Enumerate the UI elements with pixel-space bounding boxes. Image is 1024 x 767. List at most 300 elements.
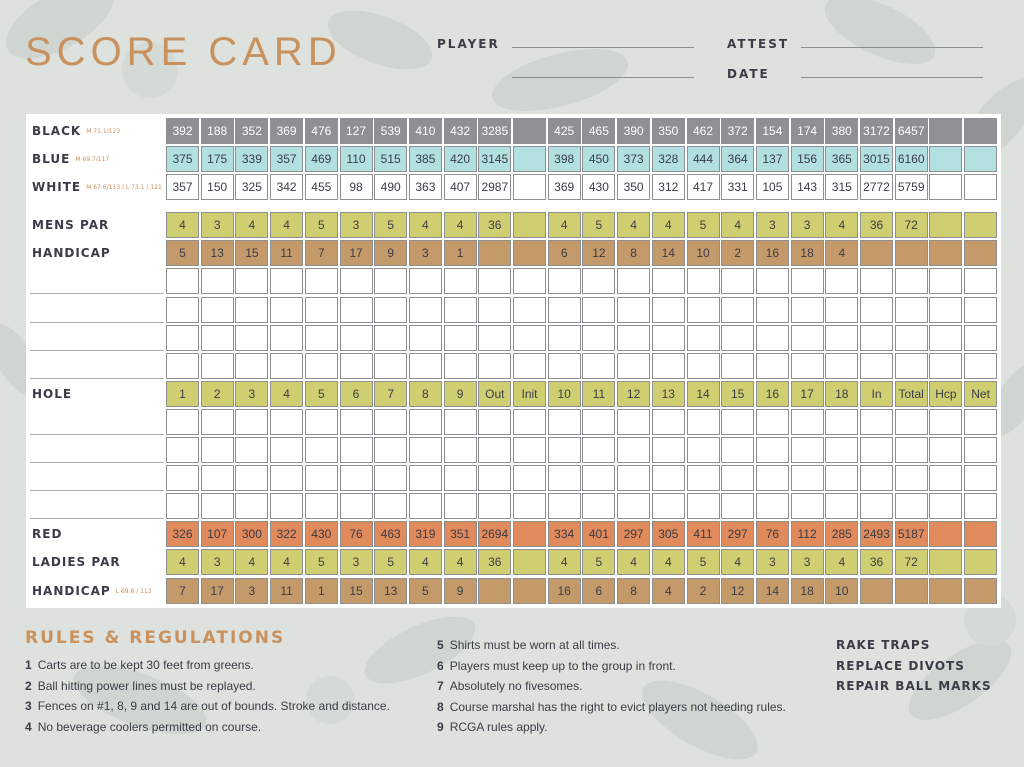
rule-item — [437, 720, 548, 734]
score-cell: 127 — [340, 118, 373, 144]
score-entry-cell[interactable] — [340, 297, 373, 323]
score-entry-cell[interactable] — [374, 353, 407, 379]
score-entry-cell[interactable] — [825, 268, 858, 294]
score-entry-cell[interactable] — [374, 297, 407, 323]
score-entry-cell[interactable] — [860, 325, 893, 351]
score-cell: 315 — [825, 174, 858, 200]
score-entry-cell[interactable] — [478, 353, 511, 379]
score-entry-cell[interactable] — [895, 465, 928, 491]
score-entry-cell[interactable] — [548, 493, 581, 519]
score-entry-cell[interactable] — [929, 268, 962, 294]
score-entry-cell[interactable] — [409, 353, 442, 379]
score-cell: 18 — [791, 578, 824, 604]
score-entry-cell[interactable] — [513, 409, 546, 435]
score-entry-cell[interactable] — [964, 465, 997, 491]
score-entry-cell[interactable] — [270, 437, 303, 463]
rule-item — [437, 679, 582, 693]
rule-text: RCGA rules apply. — [449, 720, 548, 734]
score-entry-cell[interactable] — [166, 268, 199, 294]
score-entry-cell[interactable] — [617, 409, 650, 435]
score-entry-cell[interactable] — [409, 297, 442, 323]
score-cell: 2493 — [860, 521, 893, 547]
score-entry-cell[interactable] — [756, 437, 789, 463]
score-cell: 2772 — [860, 174, 893, 200]
score-entry-cell[interactable] — [374, 268, 407, 294]
score-entry-cell[interactable] — [166, 493, 199, 519]
row-label-mens-par — [32, 218, 109, 232]
score-cell: 5187 — [895, 521, 928, 547]
score-entry-cell[interactable] — [340, 437, 373, 463]
score-entry-cell[interactable] — [582, 325, 615, 351]
score-entry-cell[interactable] — [235, 353, 268, 379]
score-entry-cell[interactable] — [548, 465, 581, 491]
score-entry-cell[interactable] — [860, 353, 893, 379]
score-cell: 2 — [721, 240, 754, 266]
score-cell: 4 — [166, 549, 199, 575]
score-entry-cell[interactable] — [409, 437, 442, 463]
score-entry-cell[interactable] — [235, 268, 268, 294]
score-entry-cell[interactable] — [929, 437, 962, 463]
score-cell: 450 — [582, 146, 615, 172]
score-entry-cell[interactable] — [964, 353, 997, 379]
score-entry-cell[interactable] — [617, 493, 650, 519]
score-entry-cell[interactable] — [340, 409, 373, 435]
score-entry-cell[interactable] — [964, 493, 997, 519]
score-entry-cell[interactable] — [444, 409, 477, 435]
score-cell: 4 — [617, 549, 650, 575]
score-entry-cell[interactable] — [721, 493, 754, 519]
score-cell: 4 — [235, 212, 268, 238]
row-rating: M 71.1/123 — [86, 128, 121, 135]
rule-text: Fences on #1, 8, 9 and 14 are out of bounds. Stroke and distance. — [37, 699, 390, 713]
score-entry-cell[interactable] — [305, 437, 338, 463]
score-entry-cell[interactable] — [235, 493, 268, 519]
score-entry-cell[interactable] — [860, 297, 893, 323]
score-entry-cell[interactable] — [652, 437, 685, 463]
score-entry-cell[interactable] — [270, 465, 303, 491]
row-label-text: BLACK — [32, 124, 82, 138]
score-entry-cell[interactable] — [582, 353, 615, 379]
score-cell: 4 — [825, 240, 858, 266]
score-cell: 3 — [756, 212, 789, 238]
player-name-line[interactable] — [30, 518, 164, 519]
score-entry-cell[interactable] — [652, 297, 685, 323]
score-entry-cell[interactable] — [270, 353, 303, 379]
score-entry-cell[interactable] — [964, 297, 997, 323]
score-entry-cell[interactable] — [721, 268, 754, 294]
score-entry-cell[interactable] — [617, 297, 650, 323]
score-entry-cell[interactable] — [756, 268, 789, 294]
score-entry-cell[interactable] — [340, 268, 373, 294]
score-cell: 392 — [166, 118, 199, 144]
score-cell — [964, 549, 997, 575]
rule-item — [437, 638, 620, 652]
rules-title: RULES & REGULATIONS — [25, 628, 286, 648]
score-entry-cell[interactable] — [687, 353, 720, 379]
score-cell — [929, 240, 962, 266]
score-cell: 3 — [791, 212, 824, 238]
score-entry-cell[interactable] — [825, 325, 858, 351]
score-entry-cell[interactable] — [895, 325, 928, 351]
score-entry-cell[interactable] — [860, 409, 893, 435]
score-cell: 369 — [270, 118, 303, 144]
score-entry-cell[interactable] — [791, 297, 824, 323]
score-entry-cell[interactable] — [201, 465, 234, 491]
score-entry-cell[interactable] — [305, 493, 338, 519]
score-cell — [929, 212, 962, 238]
score-cell: 5 — [582, 549, 615, 575]
score-entry-cell[interactable] — [895, 297, 928, 323]
score-entry-cell[interactable] — [860, 493, 893, 519]
score-cell: 4 — [409, 212, 442, 238]
score-entry-cell[interactable] — [548, 325, 581, 351]
score-entry-cell[interactable] — [166, 297, 199, 323]
score-entry-cell[interactable] — [513, 465, 546, 491]
score-cell: 14 — [756, 578, 789, 604]
player-name-line[interactable] — [30, 490, 164, 491]
score-entry-cell[interactable] — [929, 493, 962, 519]
score-entry-cell[interactable] — [617, 268, 650, 294]
score-cell: 305 — [652, 521, 685, 547]
player-name-line[interactable] — [30, 462, 164, 463]
score-cell: In — [860, 381, 893, 407]
score-entry-cell[interactable] — [340, 493, 373, 519]
score-entry-cell[interactable] — [756, 297, 789, 323]
score-entry-cell[interactable] — [721, 465, 754, 491]
score-cell: 465 — [582, 118, 615, 144]
score-entry-cell[interactable] — [582, 437, 615, 463]
score-cell: 3 — [340, 212, 373, 238]
attest-line[interactable] — [801, 47, 983, 48]
score-cell: 17 — [201, 578, 234, 604]
row-label-blue — [32, 152, 109, 166]
score-entry-cell[interactable] — [895, 493, 928, 519]
score-entry-cell[interactable] — [791, 409, 824, 435]
score-entry-cell[interactable] — [687, 297, 720, 323]
score-entry-cell[interactable] — [548, 409, 581, 435]
score-cell: 322 — [270, 521, 303, 547]
score-entry-cell[interactable] — [305, 465, 338, 491]
score-entry-cell[interactable] — [756, 493, 789, 519]
score-entry-cell[interactable] — [166, 409, 199, 435]
score-entry-cell[interactable] — [444, 353, 477, 379]
score-cell: 430 — [305, 521, 338, 547]
score-cell: 420 — [444, 146, 477, 172]
score-entry-cell[interactable] — [340, 353, 373, 379]
score-cell: 175 — [201, 146, 234, 172]
score-entry-cell[interactable] — [582, 465, 615, 491]
score-entry-cell[interactable] — [235, 437, 268, 463]
score-entry-cell[interactable] — [860, 437, 893, 463]
player-name-line[interactable] — [30, 293, 164, 294]
score-cell: 297 — [721, 521, 754, 547]
score-cell: 6 — [548, 240, 581, 266]
score-cell: 1 — [305, 578, 338, 604]
score-entry-cell[interactable] — [756, 325, 789, 351]
player-name-line[interactable] — [30, 350, 164, 351]
score-entry-cell[interactable] — [687, 409, 720, 435]
score-entry-cell[interactable] — [235, 297, 268, 323]
row-label-text: BLUE — [32, 152, 71, 167]
score-entry-cell[interactable] — [582, 493, 615, 519]
score-cell: 15 — [235, 240, 268, 266]
score-entry-cell[interactable] — [305, 268, 338, 294]
score-entry-cell[interactable] — [201, 493, 234, 519]
score-entry-cell[interactable] — [617, 353, 650, 379]
score-cell: 334 — [548, 521, 581, 547]
score-entry-cell[interactable] — [166, 353, 199, 379]
score-cell: 3 — [201, 212, 234, 238]
score-entry-cell[interactable] — [791, 493, 824, 519]
score-cell: 300 — [235, 521, 268, 547]
score-entry-cell[interactable] — [235, 409, 268, 435]
score-entry-cell[interactable] — [721, 297, 754, 323]
score-entry-cell[interactable] — [929, 409, 962, 435]
score-entry-cell[interactable] — [235, 465, 268, 491]
score-cell — [513, 212, 546, 238]
score-cell: 105 — [756, 174, 789, 200]
score-entry-cell[interactable] — [478, 437, 511, 463]
score-entry-cell[interactable] — [721, 353, 754, 379]
score-entry-cell[interactable] — [687, 493, 720, 519]
score-cell: 351 — [444, 521, 477, 547]
score-entry-cell[interactable] — [444, 268, 477, 294]
score-entry-cell[interactable] — [235, 325, 268, 351]
score-entry-cell[interactable] — [270, 493, 303, 519]
score-entry-cell[interactable] — [929, 465, 962, 491]
score-entry-cell[interactable] — [895, 409, 928, 435]
score-entry-cell[interactable] — [687, 325, 720, 351]
score-cell: 2694 — [478, 521, 511, 547]
score-entry-cell[interactable] — [756, 409, 789, 435]
score-entry-cell[interactable] — [166, 325, 199, 351]
score-entry-cell[interactable] — [825, 437, 858, 463]
score-cell: 444 — [687, 146, 720, 172]
score-entry-cell[interactable] — [374, 409, 407, 435]
score-entry-cell[interactable] — [929, 297, 962, 323]
score-entry-cell[interactable] — [617, 325, 650, 351]
rule-text: Shirts must be worn at all times. — [449, 638, 620, 652]
score-entry-cell[interactable] — [825, 409, 858, 435]
score-entry-cell[interactable] — [582, 297, 615, 323]
score-entry-cell[interactable] — [444, 325, 477, 351]
score-entry-cell[interactable] — [860, 268, 893, 294]
score-entry-cell[interactable] — [478, 493, 511, 519]
score-entry-cell[interactable] — [687, 268, 720, 294]
score-entry-cell[interactable] — [548, 437, 581, 463]
row-label-text: WHITE — [32, 180, 82, 195]
score-cell — [964, 118, 997, 144]
score-cell: 5 — [582, 212, 615, 238]
score-entry-cell[interactable] — [409, 409, 442, 435]
score-cell: 14 — [687, 381, 720, 407]
score-entry-cell[interactable] — [964, 268, 997, 294]
score-cell: 357 — [166, 174, 199, 200]
score-entry-cell[interactable] — [791, 353, 824, 379]
player-name-line[interactable] — [30, 322, 164, 323]
score-entry-cell[interactable] — [409, 268, 442, 294]
score-cell: 107 — [201, 521, 234, 547]
score-cell: 11 — [270, 240, 303, 266]
score-entry-cell[interactable] — [652, 325, 685, 351]
score-entry-cell[interactable] — [548, 268, 581, 294]
score-entry-cell[interactable] — [201, 297, 234, 323]
score-entry-cell[interactable] — [444, 297, 477, 323]
score-cell — [895, 240, 928, 266]
score-entry-cell[interactable] — [478, 409, 511, 435]
score-cell: 425 — [548, 118, 581, 144]
score-cell: 8 — [409, 381, 442, 407]
score-entry-cell[interactable] — [513, 297, 546, 323]
score-entry-cell[interactable] — [374, 465, 407, 491]
score-cell: 297 — [617, 521, 650, 547]
score-entry-cell[interactable] — [964, 437, 997, 463]
score-entry-cell[interactable] — [166, 465, 199, 491]
score-cell: 188 — [201, 118, 234, 144]
score-entry-cell[interactable] — [582, 409, 615, 435]
score-cell: 18 — [791, 240, 824, 266]
score-cell — [929, 521, 962, 547]
score-cell — [964, 521, 997, 547]
score-entry-cell[interactable] — [270, 268, 303, 294]
row-label-handicap — [32, 584, 152, 598]
player-line-2[interactable] — [512, 77, 694, 78]
score-entry-cell[interactable] — [687, 465, 720, 491]
score-entry-cell[interactable] — [478, 465, 511, 491]
score-cell: 3015 — [860, 146, 893, 172]
score-entry-cell[interactable] — [478, 325, 511, 351]
score-entry-cell[interactable] — [270, 325, 303, 351]
score-entry-cell[interactable] — [825, 493, 858, 519]
score-entry-cell[interactable] — [721, 325, 754, 351]
score-cell: 2 — [687, 578, 720, 604]
score-entry-cell[interactable] — [791, 325, 824, 351]
date-line[interactable] — [801, 77, 983, 78]
score-cell: 325 — [235, 174, 268, 200]
score-entry-cell[interactable] — [513, 493, 546, 519]
score-entry-cell[interactable] — [444, 465, 477, 491]
player-name-line[interactable] — [30, 434, 164, 435]
score-cell: 5 — [305, 212, 338, 238]
score-entry-cell[interactable] — [444, 493, 477, 519]
score-entry-cell[interactable] — [825, 465, 858, 491]
score-cell — [860, 240, 893, 266]
score-entry-cell[interactable] — [687, 437, 720, 463]
score-entry-cell[interactable] — [305, 297, 338, 323]
score-entry-cell[interactable] — [791, 465, 824, 491]
score-entry-cell[interactable] — [895, 353, 928, 379]
score-entry-cell[interactable] — [478, 268, 511, 294]
score-entry-cell[interactable] — [895, 437, 928, 463]
score-entry-cell[interactable] — [652, 465, 685, 491]
score-entry-cell[interactable] — [305, 409, 338, 435]
score-entry-cell[interactable] — [305, 325, 338, 351]
score-cell: 401 — [582, 521, 615, 547]
score-entry-cell[interactable] — [270, 409, 303, 435]
score-cell: 7 — [305, 240, 338, 266]
score-entry-cell[interactable] — [652, 268, 685, 294]
score-cell — [929, 146, 962, 172]
score-entry-cell[interactable] — [582, 268, 615, 294]
score-entry-cell[interactable] — [166, 437, 199, 463]
score-entry-cell[interactable] — [340, 465, 373, 491]
score-entry-cell[interactable] — [791, 437, 824, 463]
score-entry-cell[interactable] — [652, 353, 685, 379]
score-entry-cell[interactable] — [652, 493, 685, 519]
player-line-1[interactable] — [512, 47, 694, 48]
score-entry-cell[interactable] — [201, 325, 234, 351]
score-entry-cell[interactable] — [860, 465, 893, 491]
score-cell: 8 — [617, 240, 650, 266]
score-cell: 432 — [444, 118, 477, 144]
score-entry-cell[interactable] — [721, 437, 754, 463]
score-entry-cell[interactable] — [895, 268, 928, 294]
score-cell: Out — [478, 381, 511, 407]
score-entry-cell[interactable] — [964, 325, 997, 351]
score-cell: 7 — [166, 578, 199, 604]
score-cell: 5 — [305, 381, 338, 407]
score-entry-cell[interactable] — [513, 325, 546, 351]
score-entry-cell[interactable] — [756, 353, 789, 379]
score-entry-cell[interactable] — [964, 409, 997, 435]
score-entry-cell[interactable] — [340, 325, 373, 351]
score-entry-cell[interactable] — [201, 268, 234, 294]
score-entry-cell[interactable] — [478, 297, 511, 323]
score-entry-cell[interactable] — [929, 353, 962, 379]
row-label-text: LADIES PAR — [32, 555, 121, 570]
score-entry-cell[interactable] — [409, 465, 442, 491]
score-entry-cell[interactable] — [721, 409, 754, 435]
player-name-line[interactable] — [30, 378, 164, 379]
score-entry-cell[interactable] — [409, 325, 442, 351]
attest-label: ATTEST — [727, 37, 790, 51]
score-entry-cell[interactable] — [201, 353, 234, 379]
score-entry-cell[interactable] — [825, 353, 858, 379]
score-entry-cell[interactable] — [617, 465, 650, 491]
score-cell: 407 — [444, 174, 477, 200]
score-entry-cell[interactable] — [513, 268, 546, 294]
score-entry-cell[interactable] — [513, 353, 546, 379]
score-cell: 375 — [166, 146, 199, 172]
score-entry-cell[interactable] — [305, 353, 338, 379]
score-entry-cell[interactable] — [374, 325, 407, 351]
score-cell: 5 — [687, 212, 720, 238]
score-entry-cell[interactable] — [791, 268, 824, 294]
score-entry-cell[interactable] — [444, 437, 477, 463]
score-entry-cell[interactable] — [201, 409, 234, 435]
score-entry-cell[interactable] — [825, 297, 858, 323]
score-entry-cell[interactable] — [548, 353, 581, 379]
score-entry-cell[interactable] — [756, 465, 789, 491]
score-cell: 12 — [721, 578, 754, 604]
score-cell: 515 — [374, 146, 407, 172]
score-entry-cell[interactable] — [513, 437, 546, 463]
score-cell: 16 — [756, 240, 789, 266]
score-cell: 3 — [235, 578, 268, 604]
score-cell: 3 — [201, 549, 234, 575]
rule-number: 9 — [437, 720, 444, 734]
score-entry-cell[interactable] — [617, 437, 650, 463]
score-entry-cell[interactable] — [201, 437, 234, 463]
score-entry-cell[interactable] — [270, 297, 303, 323]
score-entry-cell[interactable] — [374, 493, 407, 519]
score-entry-cell[interactable] — [652, 409, 685, 435]
score-cell: 2987 — [478, 174, 511, 200]
score-entry-cell[interactable] — [929, 325, 962, 351]
score-entry-cell[interactable] — [409, 493, 442, 519]
score-entry-cell[interactable] — [548, 297, 581, 323]
score-entry-cell[interactable] — [374, 437, 407, 463]
